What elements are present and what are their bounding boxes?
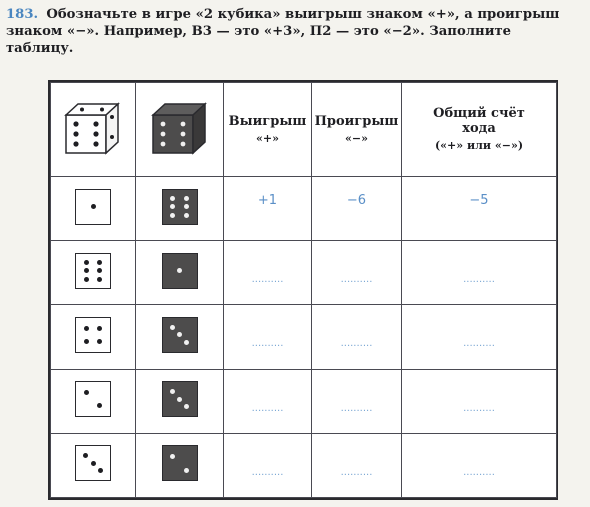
die-pip xyxy=(170,213,175,218)
dark-die-cell xyxy=(136,305,224,369)
die-pip xyxy=(97,326,102,331)
loss-cell[interactable] xyxy=(312,369,402,433)
header-win-label: Выигрыш xyxy=(228,113,307,129)
dark-die-icon xyxy=(162,381,198,417)
loss-cell[interactable] xyxy=(312,241,402,305)
dark-die-cell xyxy=(136,369,224,433)
white-die-cell xyxy=(51,305,136,369)
dark-die-cell xyxy=(136,433,224,497)
die-pip xyxy=(170,325,175,330)
total-value: −5 xyxy=(469,193,489,209)
header-total-label: Общий счёт хода xyxy=(433,106,525,136)
white-die-cell xyxy=(51,241,136,305)
loss-value: −6 xyxy=(346,193,367,209)
loss-blank: .......... xyxy=(340,274,373,286)
table-row xyxy=(51,305,557,369)
loss-blank: .......... xyxy=(340,338,373,350)
total-blank: .......... xyxy=(463,402,495,414)
win-cell[interactable] xyxy=(224,177,312,241)
total-cell[interactable] xyxy=(402,433,557,497)
die-pip xyxy=(184,213,189,218)
die-pip xyxy=(184,340,189,345)
die-pip xyxy=(177,397,182,402)
die-pip xyxy=(84,339,89,344)
die-pip xyxy=(83,453,88,458)
white-die-cell xyxy=(51,433,136,497)
loss-blank: .......... xyxy=(340,466,373,478)
total-blank: .......... xyxy=(463,466,495,478)
table-row xyxy=(51,177,557,241)
white-die-icon xyxy=(75,381,111,417)
white-die-icon xyxy=(75,317,111,353)
die-pip xyxy=(84,390,89,395)
win-blank: .......... xyxy=(251,274,284,286)
dark-die-icon xyxy=(162,445,198,481)
white-die-icon xyxy=(75,189,111,225)
die-pip xyxy=(177,268,182,273)
white-die-cell xyxy=(51,369,136,433)
die-pip xyxy=(97,339,102,344)
die-pip xyxy=(84,277,89,282)
die-pip xyxy=(184,196,189,201)
die-pip xyxy=(170,196,175,201)
win-blank: .......... xyxy=(251,402,284,414)
die-pip xyxy=(91,204,96,209)
header-loss-sign: «−» xyxy=(345,131,368,145)
die-pip xyxy=(170,204,175,209)
total-cell[interactable] xyxy=(402,369,557,433)
total-blank: .......... xyxy=(463,274,495,286)
table-row xyxy=(51,433,557,497)
die-pip xyxy=(97,268,102,273)
loss-cell[interactable] xyxy=(312,177,402,241)
task-statement xyxy=(6,6,578,57)
dark-die-cell xyxy=(136,177,224,241)
win-cell[interactable] xyxy=(224,305,312,369)
white-die-cell xyxy=(51,177,136,241)
die-pip xyxy=(84,260,89,265)
header-total xyxy=(402,83,557,177)
die-pip xyxy=(184,204,189,209)
header-win-sign: «+» xyxy=(256,131,279,145)
dark-die-icon xyxy=(162,189,198,225)
total-cell[interactable] xyxy=(402,241,557,305)
dark-die-cell xyxy=(136,241,224,305)
win-blank: .......... xyxy=(251,466,284,478)
task-number: 183. xyxy=(6,7,39,22)
loss-cell[interactable] xyxy=(312,433,402,497)
header-dark-die-cell xyxy=(136,83,224,177)
table-row xyxy=(51,369,557,433)
win-value: +1 xyxy=(257,193,278,209)
header-white-die-cell xyxy=(51,83,136,177)
die-pip xyxy=(184,468,189,473)
die-pip xyxy=(184,404,189,409)
win-cell[interactable] xyxy=(224,241,312,305)
header-total-sub: («+» или «−») xyxy=(434,139,524,152)
total-cell[interactable] xyxy=(402,177,557,241)
die-pip xyxy=(98,468,103,473)
header-loss-label: Проигрыш xyxy=(314,113,399,129)
loss-cell[interactable] xyxy=(312,305,402,369)
die-pip xyxy=(170,454,175,459)
dark-die-icon xyxy=(162,317,198,353)
die-pip xyxy=(97,277,102,282)
score-table xyxy=(50,82,557,498)
die-pip xyxy=(97,260,102,265)
die-pip xyxy=(91,461,96,466)
die-pip xyxy=(97,403,102,408)
total-blank: .......... xyxy=(463,338,495,350)
white-die-3d-icon xyxy=(64,101,122,155)
table-header-row xyxy=(51,83,557,177)
score-table-frame xyxy=(48,80,558,500)
table-row xyxy=(51,241,557,305)
die-pip xyxy=(177,332,182,337)
die-pip xyxy=(170,389,175,394)
loss-blank: .......... xyxy=(340,402,373,414)
header-win xyxy=(224,83,312,177)
die-pip xyxy=(84,326,89,331)
die-pip xyxy=(84,268,89,273)
win-blank: .......... xyxy=(251,338,284,350)
task-text: Обозначьте в игре «2 кубика» выигрыш знаком «+», а проигрыш знаком «−». Например, В3 — это «+3», П2 — это «−2». Заполните таблицу. xyxy=(6,7,560,56)
win-cell[interactable] xyxy=(224,369,312,433)
total-cell[interactable] xyxy=(402,305,557,369)
win-cell[interactable] xyxy=(224,433,312,497)
dark-die-3d-icon xyxy=(151,101,209,155)
dark-die-icon xyxy=(162,253,198,289)
white-die-icon xyxy=(75,253,111,289)
white-die-icon xyxy=(75,445,111,481)
header-loss xyxy=(312,83,402,177)
